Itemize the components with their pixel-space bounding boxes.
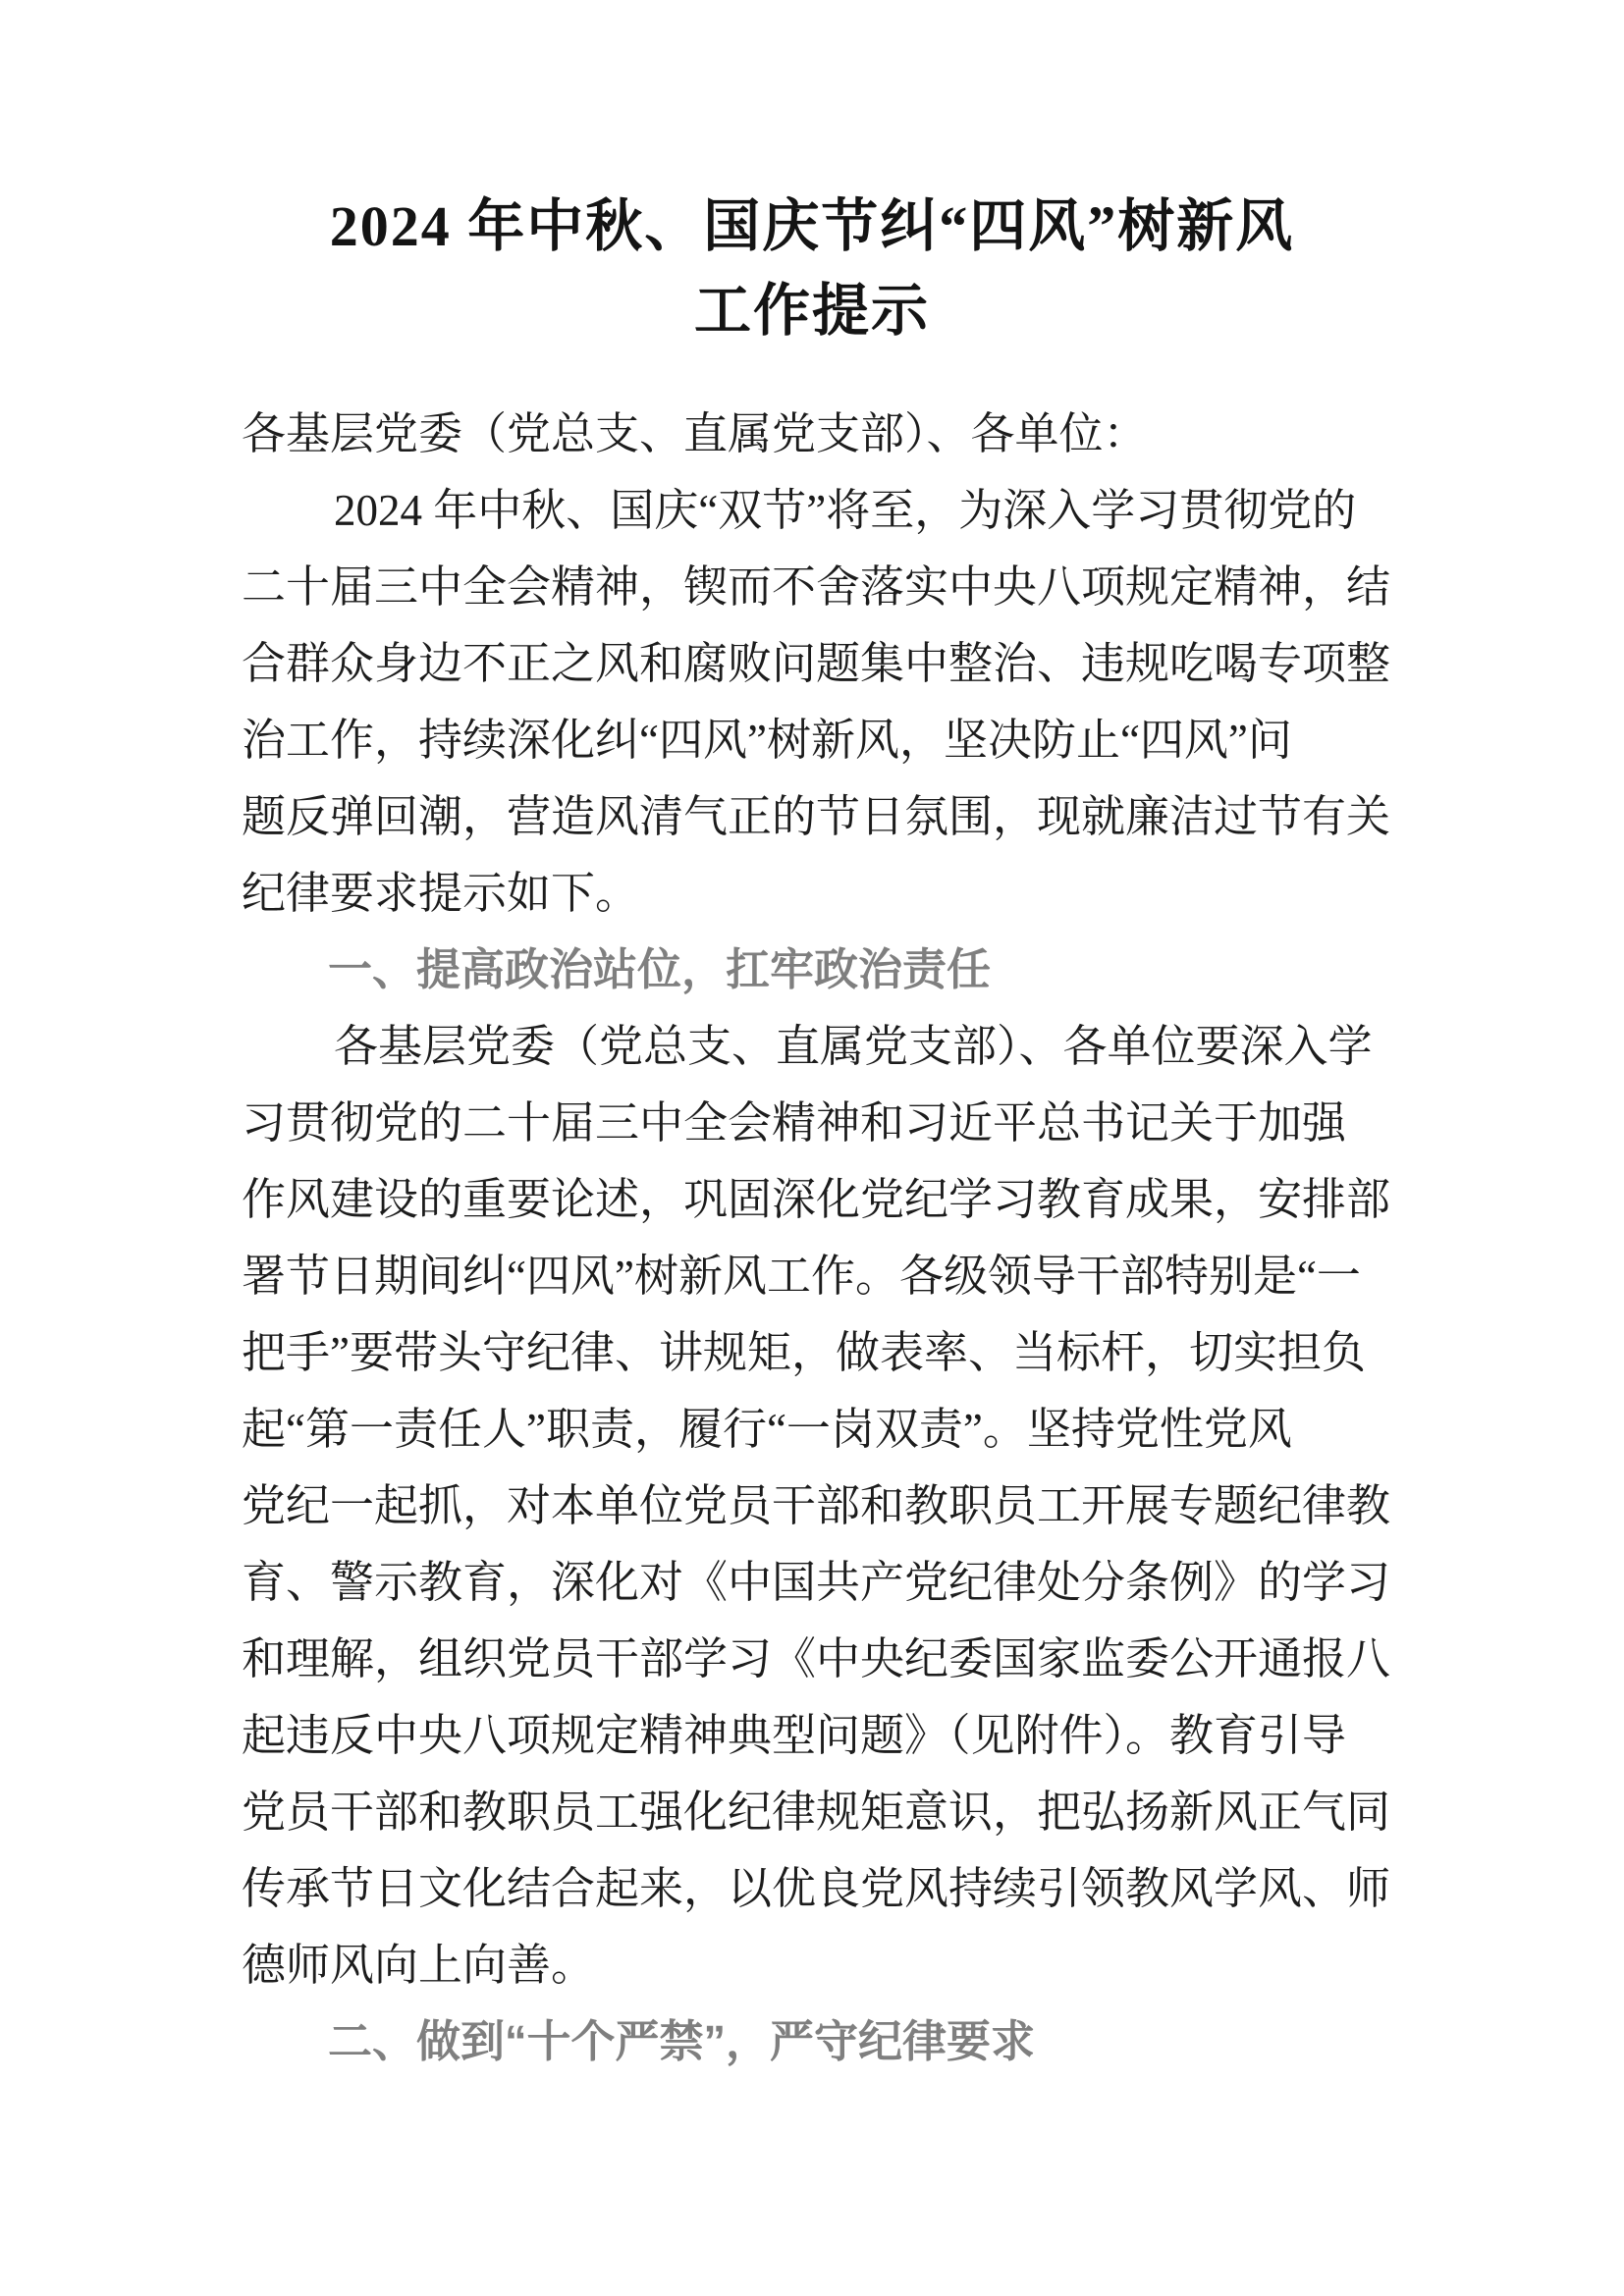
body-text-line: 各基层党委（党总支、直属党支部）、各单位要深入学 <box>334 1022 1373 1071</box>
document-title-line-1: 2024 年中秋、国庆节纠“四风”树新风 <box>329 194 1295 258</box>
body-text-line: 德师风向上向善。 <box>242 1941 596 1990</box>
section-heading: 二、做到“十个严禁”，严守纪律要求 <box>328 2016 1036 2066</box>
document-title-line-2: 工作提示 <box>693 279 930 343</box>
body-text-line: 治工作，持续深化纠“四风”树新风，坚决防止“四风”问 <box>242 716 1292 765</box>
body-text-line: 起违反中央八项规定精神典型问题》（见附件）。教育引导 <box>242 1711 1347 1760</box>
body-text-line: 习贯彻党的二十届三中全会精神和习近平总书记关于加强 <box>242 1098 1347 1148</box>
body-text-line: 署节日期间纠“四风”树新风工作。各级领导干部特别是“一 <box>242 1252 1361 1301</box>
body-text-line: 党员干部和教职员工强化纪律规矩意识，把弘扬新风正气同 <box>242 1788 1391 1837</box>
body-text-line: 各基层党委（党总支、直属党支部）、各单位： <box>242 409 1148 458</box>
section-heading: 一、提高政治站位，扛牢政治责任 <box>328 944 992 994</box>
body-text-line: 纪律要求提示如下。 <box>242 869 640 918</box>
body-text-line: 党纪一起抓，对本单位党员干部和教职员工开展专题纪律教 <box>242 1481 1391 1530</box>
body-text-line: 2024 年中秋、国庆“双节”将至，为深入学习贯彻党的 <box>334 486 1357 535</box>
body-text-line: 题反弹回潮，营造风清气正的节日氛围，现就廉洁过节有关 <box>242 792 1391 841</box>
body-text-line: 二十届三中全会精神，锲而不舍落实中央八项规定精神，结 <box>242 562 1391 612</box>
body-text-line: 把手”要带头守纪律、讲规矩，做表率、当标杆，切实担负 <box>242 1328 1366 1377</box>
body-text-line: 和理解，组织党员干部学习《中央纪委国家监委公开通报八 <box>242 1634 1391 1683</box>
body-text-line: 传承节日文化结合起来，以优良党风持续引领教风学风、师 <box>242 1864 1391 1913</box>
body-text-line: 起“第一责任人”职责，履行“一岗双责”。坚持党性党风 <box>242 1405 1292 1454</box>
body-text-line: 合群众身边不正之风和腐败问题集中整治、违规吃喝专项整 <box>242 639 1391 688</box>
body-text-line: 育、警示教育，深化对《中国共产党纪律处分条例》的学习 <box>242 1558 1391 1607</box>
body-text-line: 作风建设的重要论述，巩固深化党纪学习教育成果，安排部 <box>242 1175 1391 1224</box>
